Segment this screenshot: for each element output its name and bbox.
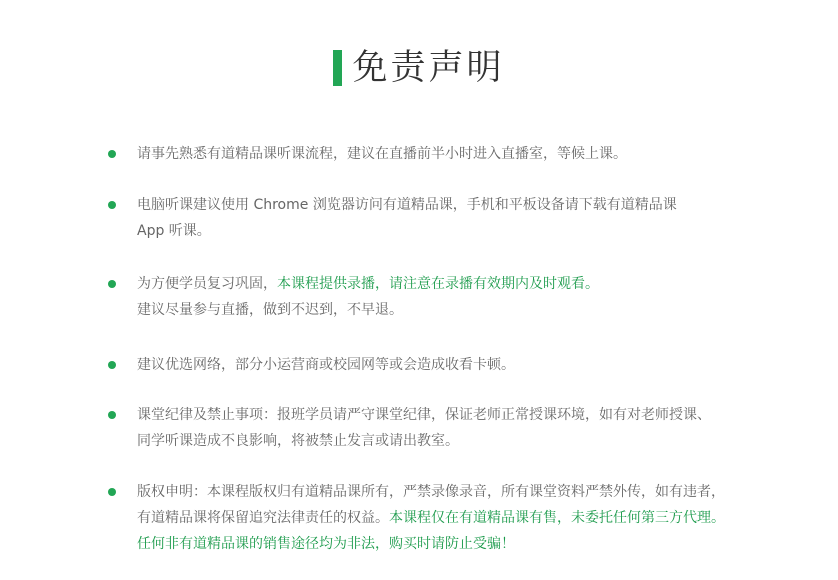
page-title-text: 免责声明 (352, 48, 505, 88)
item-text (137, 352, 798, 378)
item-text (137, 141, 798, 167)
item-text (137, 271, 798, 323)
bullet-dot (108, 488, 116, 496)
item-line: 同学听课造成不良影响，将被禁止发言或请出教室。 (137, 433, 459, 449)
bullet-dot (108, 361, 116, 369)
item-line: 请事先熟悉有道精品课听课流程，建议在直播前半小时进入直播室，等候上课。 (137, 146, 627, 162)
item-highlight-line: 任何非有道精品课的销售途径均为非法，购买时请防止受骗！ (137, 536, 515, 552)
item-line: 建议优选网络，部分小运营商或校园网等或会造成收看卡顿。 (137, 357, 515, 373)
item-text-segment: 有道精品课将保留追究法律责任的权益。 (137, 510, 389, 526)
title-accent-bar (333, 50, 342, 86)
item-text (137, 479, 798, 557)
item-text (137, 192, 798, 244)
bullet-dot (108, 201, 116, 209)
bullet-dot (108, 150, 116, 158)
item-line: 课堂纪律及禁止事项：报班学员请严守课堂纪律，保证老师正常授课环境，如有对老师授课、 (137, 407, 711, 423)
bullet-dot (108, 411, 116, 419)
list-item (108, 402, 798, 454)
item-line: 电脑听课建议使用 Chrome 浏览器访问有道精品课，手机和平板设备请下载有道精品课 (137, 197, 677, 213)
title-section (0, 46, 838, 90)
list-item (108, 271, 798, 323)
list-item (108, 192, 798, 244)
list-item (108, 479, 798, 557)
item-highlight-text: 本课程提供录播，请注意在录播有效期内及时观看。 (277, 276, 599, 292)
item-line: 版权申明：本课程版权归有道精品课所有，严禁录像录音，所有课堂资料严禁外传，如有违者， (137, 484, 725, 500)
item-highlight-text: 本课程仅在有道精品课有售，未委托任何第三方代理。 (389, 510, 725, 526)
item-line: App 听课。 (137, 223, 211, 239)
item-text (137, 402, 798, 454)
bullet-dot (108, 280, 116, 288)
item-line (137, 271, 798, 297)
list-item (108, 141, 798, 167)
page-title (333, 46, 504, 90)
item-text-segment: 为方便学员复习巩固， (137, 276, 277, 292)
item-line (137, 505, 798, 531)
list-item (108, 352, 798, 378)
item-line: 建议尽量参与直播，做到不迟到，不早退。 (137, 302, 403, 318)
